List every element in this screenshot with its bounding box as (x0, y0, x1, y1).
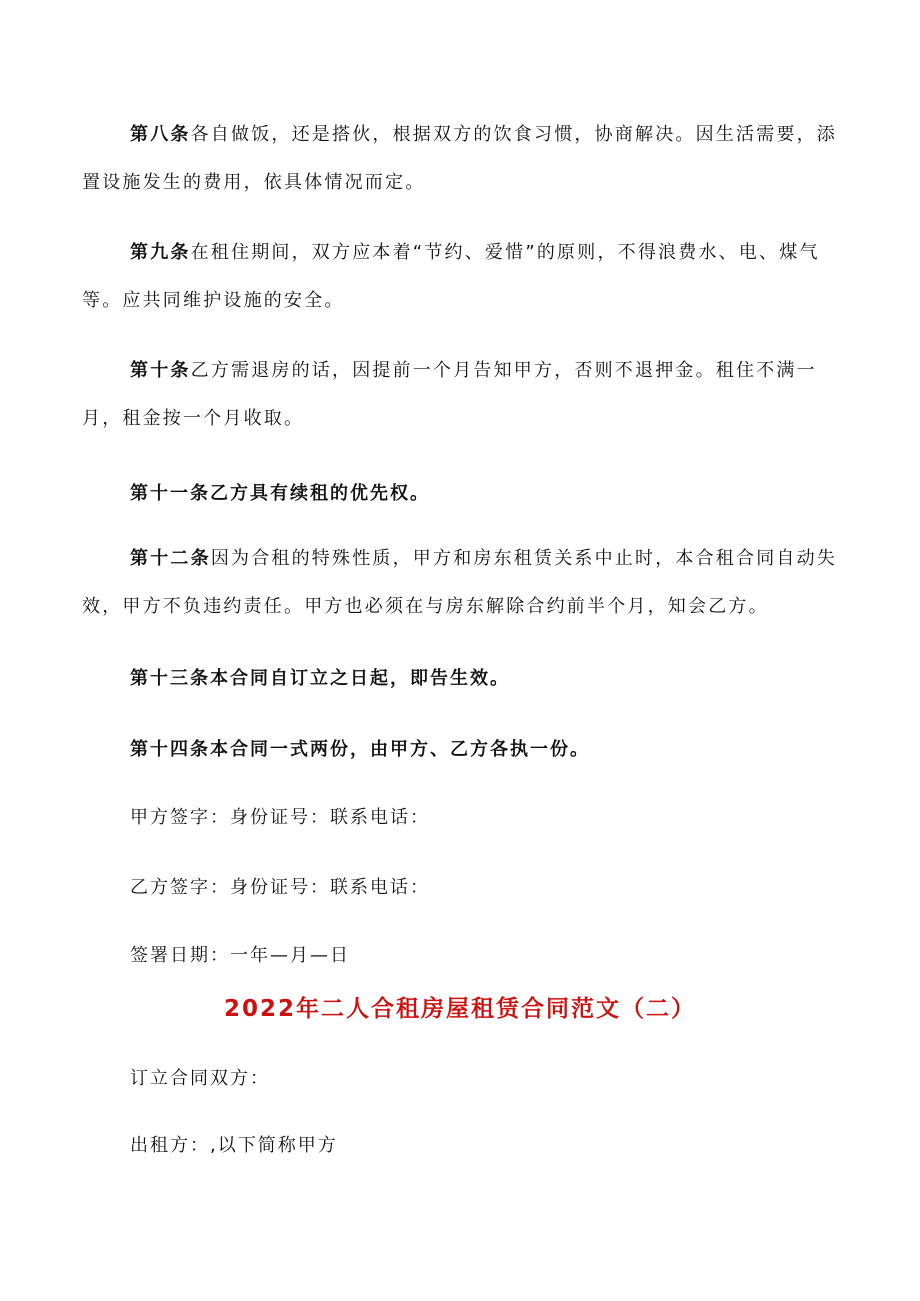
party-b-signature-line: 乙方签字：身份证号：联系电话： (130, 877, 430, 898)
article-13: 第十三条本合同自订立之日起，即告生效。 (130, 668, 510, 689)
contract-parties-line: 订立合同双方： (130, 1068, 270, 1089)
lessor-line: 出租方：,以下简称甲方 (130, 1135, 338, 1156)
article-10-label: 第十条 (130, 360, 191, 381)
party-a-signature-line: 甲方签字：身份证号：联系电话： (130, 807, 430, 828)
article-10 (82, 347, 842, 443)
article-9-label: 第九条 (130, 242, 191, 263)
section-title: 2022年二人合租房屋租赁合同范文（二） (223, 996, 696, 1022)
article-12 (82, 535, 842, 631)
article-12-text: 因为合租的特殊性质，甲方和房东租赁关系中止时，本合租合同自动失效，甲方不负违约责任。甲方也必须在与房东解除合约前半个月，知会乙方。 (82, 548, 838, 617)
article-10-text: 乙方需退房的话，因提前一个月告知甲方，否则不退押金。租住不满一月，租金按一个月收取。 (82, 360, 817, 429)
article-8-label: 第八条 (130, 124, 191, 145)
article-8-text: 各自做饭，还是搭伙，根据双方的饮食习惯，协商解决。因生活需要，添置设施发生的费用，依具体情况而定。 (82, 124, 838, 193)
article-11: 第十一条乙方具有续租的优先权。 (130, 483, 430, 504)
signing-date-line: 签署日期：一年—月—日 (130, 945, 350, 966)
article-9-text: 在租住期间，双方应本着“节约、爱惜”的原则，不得浪费水、电、煤气等。应共同维护设施的安全。 (82, 242, 820, 311)
article-8 (82, 111, 842, 207)
article-14: 第十四条本合同一式两份，由甲方、乙方各执一份。 (130, 739, 590, 760)
article-12-label: 第十二条 (130, 548, 211, 569)
article-9 (82, 229, 842, 325)
